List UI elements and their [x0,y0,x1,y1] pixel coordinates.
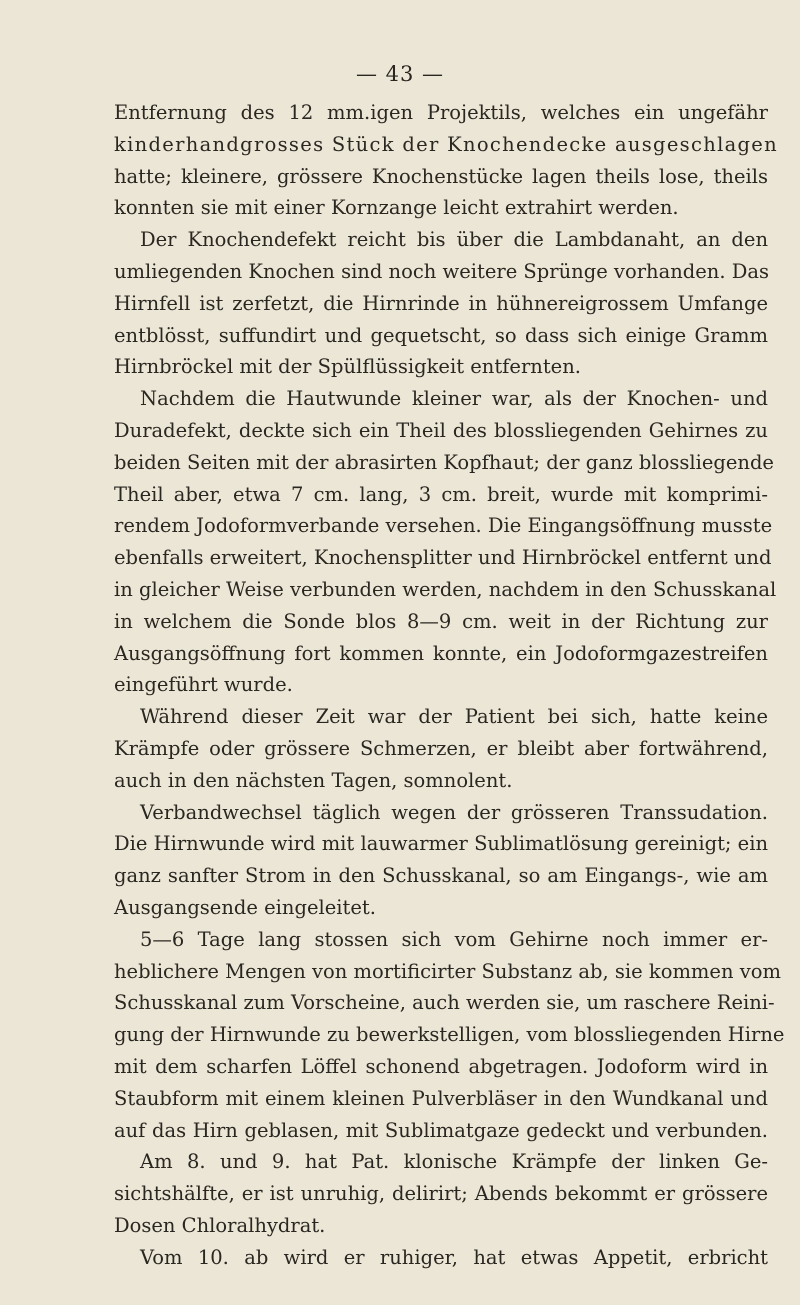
page-number: — 43 — [355,62,445,86]
text-line: hatte; kleinere, grössere Knochenstücke lagen theils lose, theils [114,164,768,188]
text-line: Hirnbröckel mit der Spülflüssigkeit entfernten. [114,355,581,379]
text-line: entblösst, suffundirt und gequetscht, so dass sich einige Gramm [114,323,768,347]
text-line: Ausgangsöffnung fort kommen konnte, ein Jodoformgazestreifen [114,641,768,665]
text-line: Die Hirnwunde wird mit lauwarmer Sublimatlösung gereinigt; ein [114,832,769,856]
text-line: ganz sanfter Strom in den Schusskanal, so am Eingangs-, wie am [114,864,768,888]
text-line: in welchem die Sonde blos 8—9 cm. weit in der Richtung zur [114,609,768,633]
text-line: Schusskanal zum Vorscheine, auch werden sie, um raschere Reini- [114,991,775,1015]
text-line: gung der Hirnwunde zu bewerkstelligen, vom blossliegenden Hirne [114,1023,785,1047]
text-line: Während dieser Zeit war der Patient bei sich, hatte keine [140,705,768,729]
text-line: 5—6 Tage lang stossen sich vom Gehirne noch immer er- [140,927,768,951]
text-line: Ausgangsende eingeleitet. [114,895,376,919]
text-line: Dosen Chloralhydrat. [114,1213,326,1237]
text-line: Am 8. und 9. hat Pat. klonische Krämpfe der linken Ge- [140,1150,768,1174]
text-line: umliegenden Knochen sind noch weitere Sprünge vorhanden. Das [114,259,770,283]
text-line: auf das Hirn geblasen, mit Sublimatgaze gedeckt und verbunden. [114,1118,768,1142]
text-line: sichtshälfte, er ist unruhig, delirirt; Abends bekommt er grössere [114,1182,768,1206]
text-line: auch in den nächsten Tagen, somnolent. [114,768,513,792]
text-line: konnten sie mit einer Kornzange leicht extrahirt werden. [114,196,679,220]
text-line: eingeführt wurde. [114,673,293,697]
text-line: heblichere Mengen von mortificirter Substanz ab, sie kommen vom [114,959,781,983]
text-line: ebenfalls erweitert, Knochensplitter und Hirnbröckel entfernt und [114,546,772,570]
text-line: mit dem scharfen Löffel schonend abgetragen. Jodoform wird in [114,1054,768,1078]
text-line: Hirnfell ist zerfetzt, die Hirnrinde in hühnereigrossem Umfange [114,291,768,315]
text-line: Entfernung des 12 mm.igen Projektils, welches ein ungefähr [114,101,768,124]
text-line: Verbandwechsel täglich wegen der grösseren Transsudation. [140,800,768,824]
text-line: Staubform mit einem kleinen Pulverbläser in den Wundkanal und [114,1086,768,1110]
text-line: Krämpfe oder grössere Schmerzen, er bleibt aber fortwährend, [114,736,768,760]
body-text [114,97,785,1273]
text-line: Theil aber, etwa 7 cm. lang, 3 cm. breit, wurde mit komprimi- [114,482,768,506]
text-line: Der Knochendefekt reicht bis über die Lambdanaht, an den [140,228,768,252]
text-line: in gleicher Weise verbunden werden, nachdem in den Schusskanal [114,577,777,601]
text-line: kinderhandgrosses Stück der Knochendecke ausgeschlagen [114,132,779,156]
text-line: Nachdem die Hautwunde kleiner war, als der Knochen- und [140,387,768,411]
text-line: Vom 10. ab wird er ruhiger, hat etwas Appetit, erbricht [140,1245,768,1269]
text-line: Duradefekt, deckte sich ein Theil des blossliegenden Gehirnes zu [114,418,768,442]
text-line: beiden Seiten mit der abrasirten Kopfhaut; der ganz blossliegende [114,450,774,474]
text-line: rendem Jodoformverbande versehen. Die Eingangsöffnung musste [114,514,773,538]
